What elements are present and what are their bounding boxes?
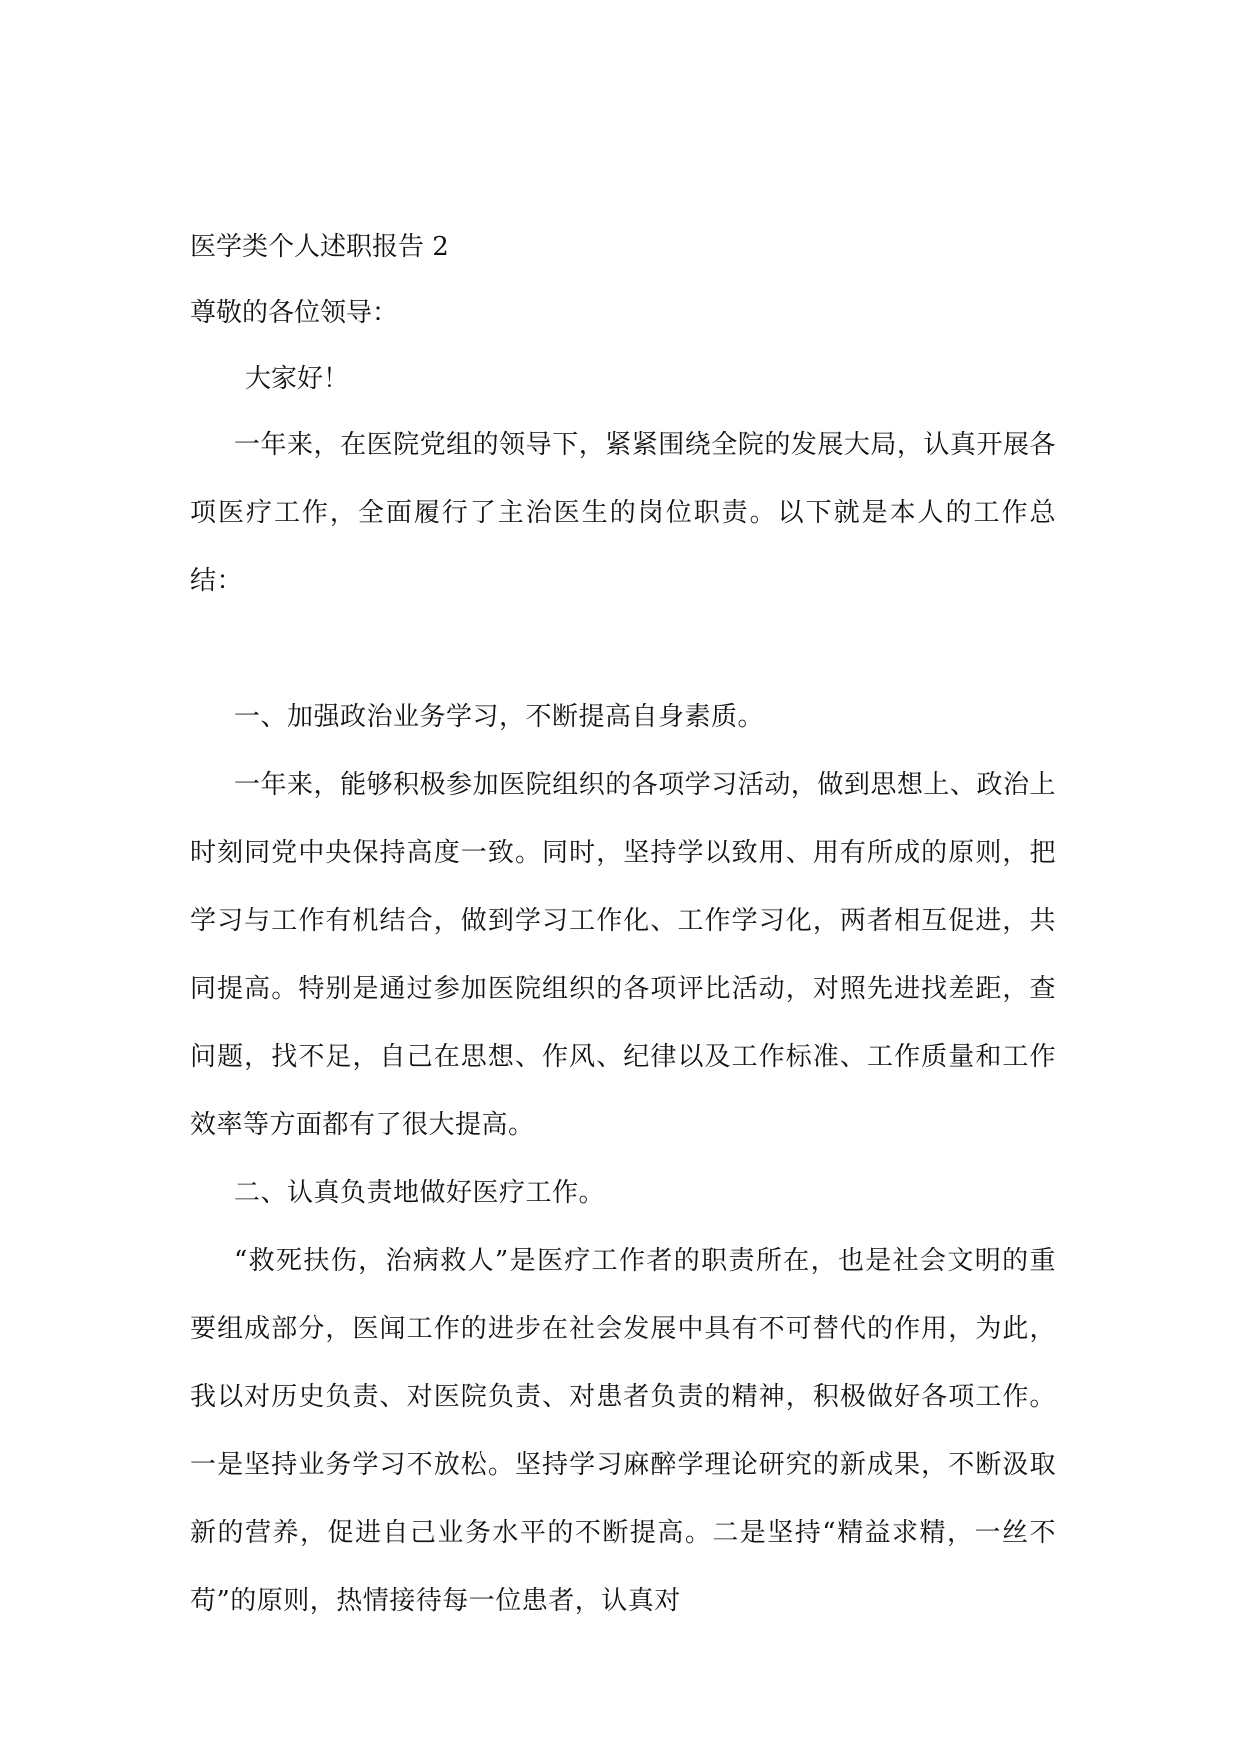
intro-paragraph: 一年来，在医院党组的领导下，紧紧围绕全院的发展大局，认真开展各项医疗工作，全面履行了主治医生的岗位职责。以下就是本人的工作总结： [190,430,1056,596]
greeting: 大家好！ [245,364,350,394]
salutation: 尊敬的各位领导： [190,298,399,328]
section-2-body: “救死扶伤，治病救人”是医疗工作者的职责所在，也是社会文明的重要组成部分，医闻工作的进步在社会发展中具有不可替代的作用，为此，我以对历史负责、对医院负责、对患者负责的精神，积极做好各项工作。一是坚持业务学习不放松。坚持学习麻醉学理论研究的新成果，不断汲取新的营养，促进自己业务水平的不断提高。二是坚持“精益求精，一丝不苟”的原则，热情接待每一位患者，认真对 [190,1246,1056,1616]
section-2-heading: 二、认真负责地做好医疗工作。 [234,1178,606,1208]
document-title: 医学类个人述职报告 2 [190,232,449,262]
paragraph-spacer [190,615,1056,683]
section-1-body: 一年来，能够积极参加医院组织的各项学习活动，做到思想上、政治上时刻同党中央保持高度一致。同时，坚持学以致用、用有所成的原则，把学习与工作有机结合，做到学习工作化、工作学习化，两者相互促进，共同提高。特别是通过参加医院组织的各项评比活动，对照先进找差距，查问题，找不足，自己在思想、作风、纪律以及工作标准、工作质量和工作效率等方面都有了很大提高。 [190,770,1056,1140]
document-page [190,228,1056,1635]
section-1-heading: 一、加强政治业务学习，不断提高自身素质。 [234,702,765,732]
